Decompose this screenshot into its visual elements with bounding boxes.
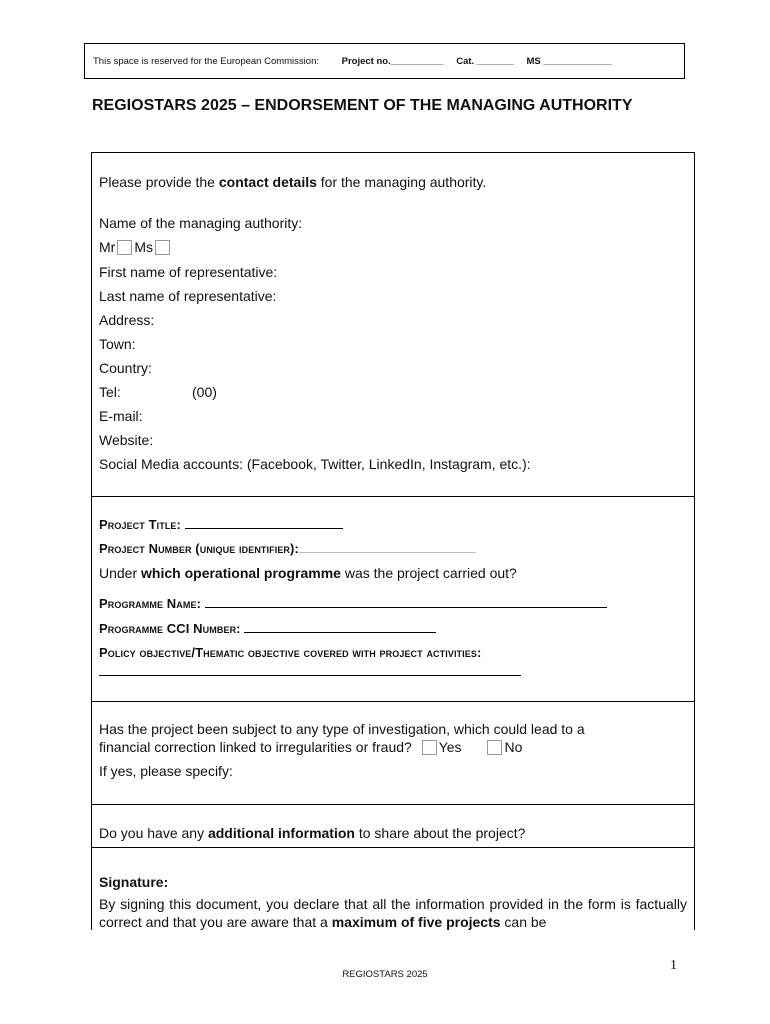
first-name-label: First name of representative: xyxy=(99,264,278,280)
project-number-blank[interactable] xyxy=(299,541,476,553)
signature-declaration: By signing this document, you declare that all the information provided in the form is factually correct and that you are aware that a maximum of five projects can be xyxy=(99,896,687,930)
programme-cci-label: Programme CCI Number: xyxy=(99,621,241,636)
social-media-label: Social Media accounts: (Facebook, Twitter, LinkedIn, Instagram, etc.): xyxy=(99,456,531,472)
page-title: REGIOSTARS 2025 – ENDORSEMENT OF THE MANAGING AUTHORITY xyxy=(92,97,633,114)
project-number-label: Project Number (unique identifier): xyxy=(99,541,299,556)
signature-label: Signature: xyxy=(99,874,169,890)
programme-name-row xyxy=(99,595,607,613)
tel-value[interactable]: (00) xyxy=(192,384,217,400)
contact-intro: Please provide the contact details for the managing authority. xyxy=(99,174,487,190)
policy-objective-blank[interactable] xyxy=(99,664,521,676)
investigation-question-line2: financial correction linked to irregularities or fraud? xyxy=(99,739,412,755)
programme-cci-row xyxy=(99,620,436,638)
cat-field: Cat. _______ xyxy=(456,56,514,67)
policy-objective-label: Policy objective/Thematic objective covered with project activities: xyxy=(99,645,482,660)
signature-section xyxy=(92,847,694,931)
project-number-row xyxy=(99,540,476,558)
no-label: No xyxy=(504,739,523,755)
address-label: Address: xyxy=(99,312,155,328)
footer-text: REGIOSTARS 2025 xyxy=(342,969,428,980)
endorsement-form xyxy=(91,152,695,930)
ms-field: MS _____________ xyxy=(526,56,613,67)
yes-checkbox[interactable] xyxy=(422,740,437,755)
page-number: 1 xyxy=(670,958,677,973)
operational-programme-question: Under which operational programme was the project carried out? xyxy=(99,565,517,581)
no-checkbox[interactable] xyxy=(487,740,502,755)
managing-authority-name-label: Name of the managing authority: xyxy=(99,215,303,231)
mr-label: Mr xyxy=(99,239,116,255)
yes-label: Yes xyxy=(438,739,462,755)
policy-objective-row xyxy=(99,662,521,680)
tel-label: Tel: xyxy=(99,384,121,400)
project-section xyxy=(92,496,694,702)
ms-label: Ms xyxy=(134,239,153,255)
project-title-label: Project Title: xyxy=(99,517,181,532)
ms-checkbox[interactable] xyxy=(155,240,170,255)
email-label: E-mail: xyxy=(99,408,143,424)
programme-name-blank[interactable] xyxy=(205,596,607,608)
specify-label: If yes, please specify: xyxy=(99,763,233,779)
reserved-text: This space is reserved for the European Commission: xyxy=(93,56,319,67)
country-label: Country: xyxy=(99,360,152,376)
programme-cci-blank[interactable] xyxy=(244,621,436,633)
commission-reserved-box xyxy=(84,43,685,79)
investigation-question-line1: Has the project been subject to any type of investigation, which could lead to a xyxy=(99,721,585,737)
last-name-label: Last name of representative: xyxy=(99,288,277,304)
project-title-blank[interactable] xyxy=(185,517,343,529)
contact-section xyxy=(92,153,694,497)
town-label: Town: xyxy=(99,336,136,352)
additional-info-question: Do you have any additional information to share about the project? xyxy=(99,825,526,841)
tel-row xyxy=(99,383,299,401)
investigation-question-row xyxy=(99,738,522,756)
website-label: Website: xyxy=(99,432,154,448)
project-title-row xyxy=(99,516,343,534)
mr-checkbox[interactable] xyxy=(117,240,132,255)
programme-name-label: Programme Name: xyxy=(99,596,201,611)
salutation-row xyxy=(99,238,172,256)
additional-info-section xyxy=(92,804,694,848)
investigation-section xyxy=(92,701,694,805)
project-no-field: Project no.__________ xyxy=(341,56,444,67)
